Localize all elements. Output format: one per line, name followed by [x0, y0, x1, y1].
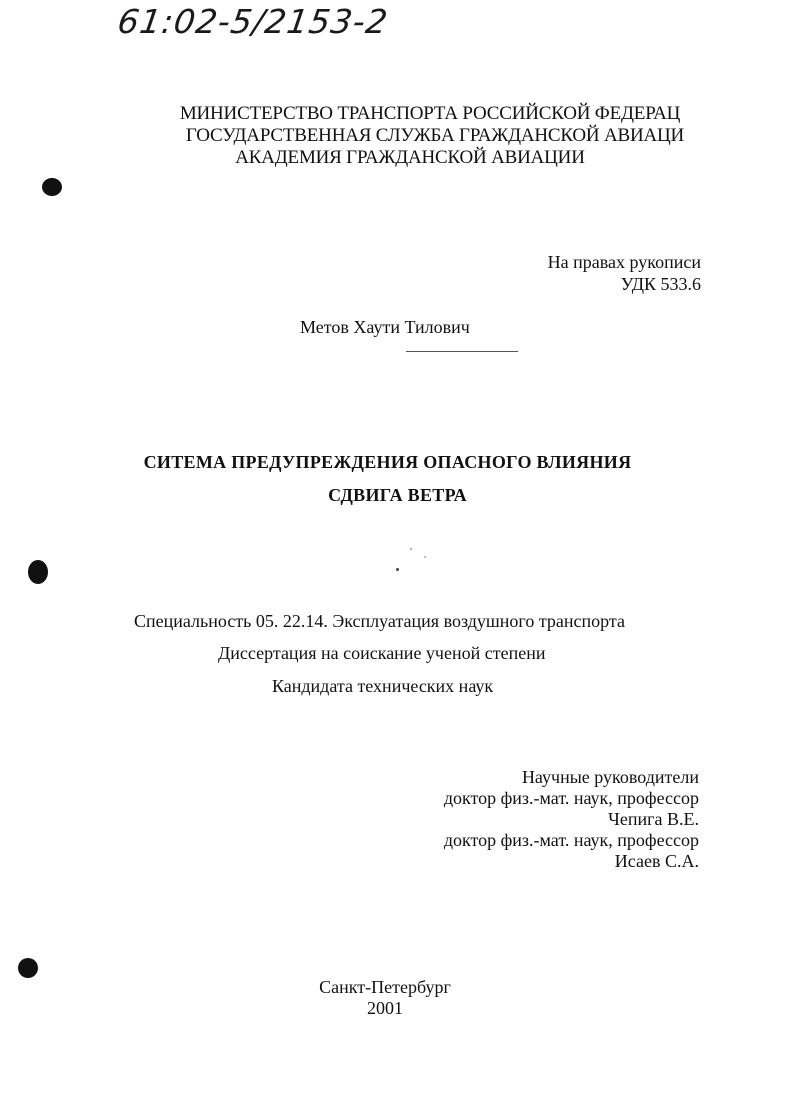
punch-hole-mark-top: [42, 178, 62, 196]
dissertation-statement: Диссертация на соискание ученой степени: [218, 643, 546, 663]
author-name: Метов Хаути Тилович: [300, 317, 470, 337]
degree: Кандидата технических наук: [272, 676, 494, 696]
scan-speck: [424, 556, 426, 558]
udc-code: УДК 533.6: [620, 274, 701, 294]
year: 2001: [367, 998, 403, 1018]
manuscript-rights: На правах рукописи: [547, 252, 701, 272]
punch-hole-mark-bottom: [18, 958, 38, 978]
supervisor-1-title: доктор физ.-мат. наук, профессор: [443, 788, 699, 808]
scan-speck: [410, 548, 412, 550]
scan-speck: [396, 568, 399, 571]
archive-number-handwritten: 61:02-5/2153-2: [115, 2, 391, 41]
thesis-title-line1: СИТЕМА ПРЕДУПРЕЖДЕНИЯ ОПАСНОГО ВЛИЯНИЯ: [143, 452, 632, 472]
thesis-title-line2: СДВИГА ВЕТРА: [328, 485, 467, 505]
specialty: Специальность 05. 22.14. Эксплуатация воздушного транспорта: [134, 611, 625, 631]
manuscript-rights-block: [548, 251, 701, 295]
header-academy: АКАДЕМИЯ ГРАЖДАНСКОЙ АВИАЦИИ: [235, 147, 585, 168]
supervisor-1-name: Чепига В.Е.: [608, 809, 699, 829]
supervisors-heading: Научные руководители: [521, 767, 699, 787]
supervisor-2-title: доктор физ.-мат. наук, профессор: [443, 830, 699, 850]
supervisor-2-name: Исаев С.А.: [614, 851, 699, 871]
punch-hole-mark-middle: [28, 560, 48, 584]
city: Санкт-Петербург: [319, 977, 451, 997]
supervisors-block: [444, 767, 699, 872]
header-ministry: МИНИСТЕРСТВО ТРАНСПОРТА РОССИЙСКОЙ ФЕДЕРАЦ: [179, 103, 681, 124]
underline-divider: [406, 351, 518, 352]
header-civil-aviation-service: ГОСУДАРСТВЕННАЯ СЛУЖБА ГРАЖДАНСКОЙ АВИАЦИ: [185, 125, 685, 146]
institution-header: [140, 103, 700, 169]
